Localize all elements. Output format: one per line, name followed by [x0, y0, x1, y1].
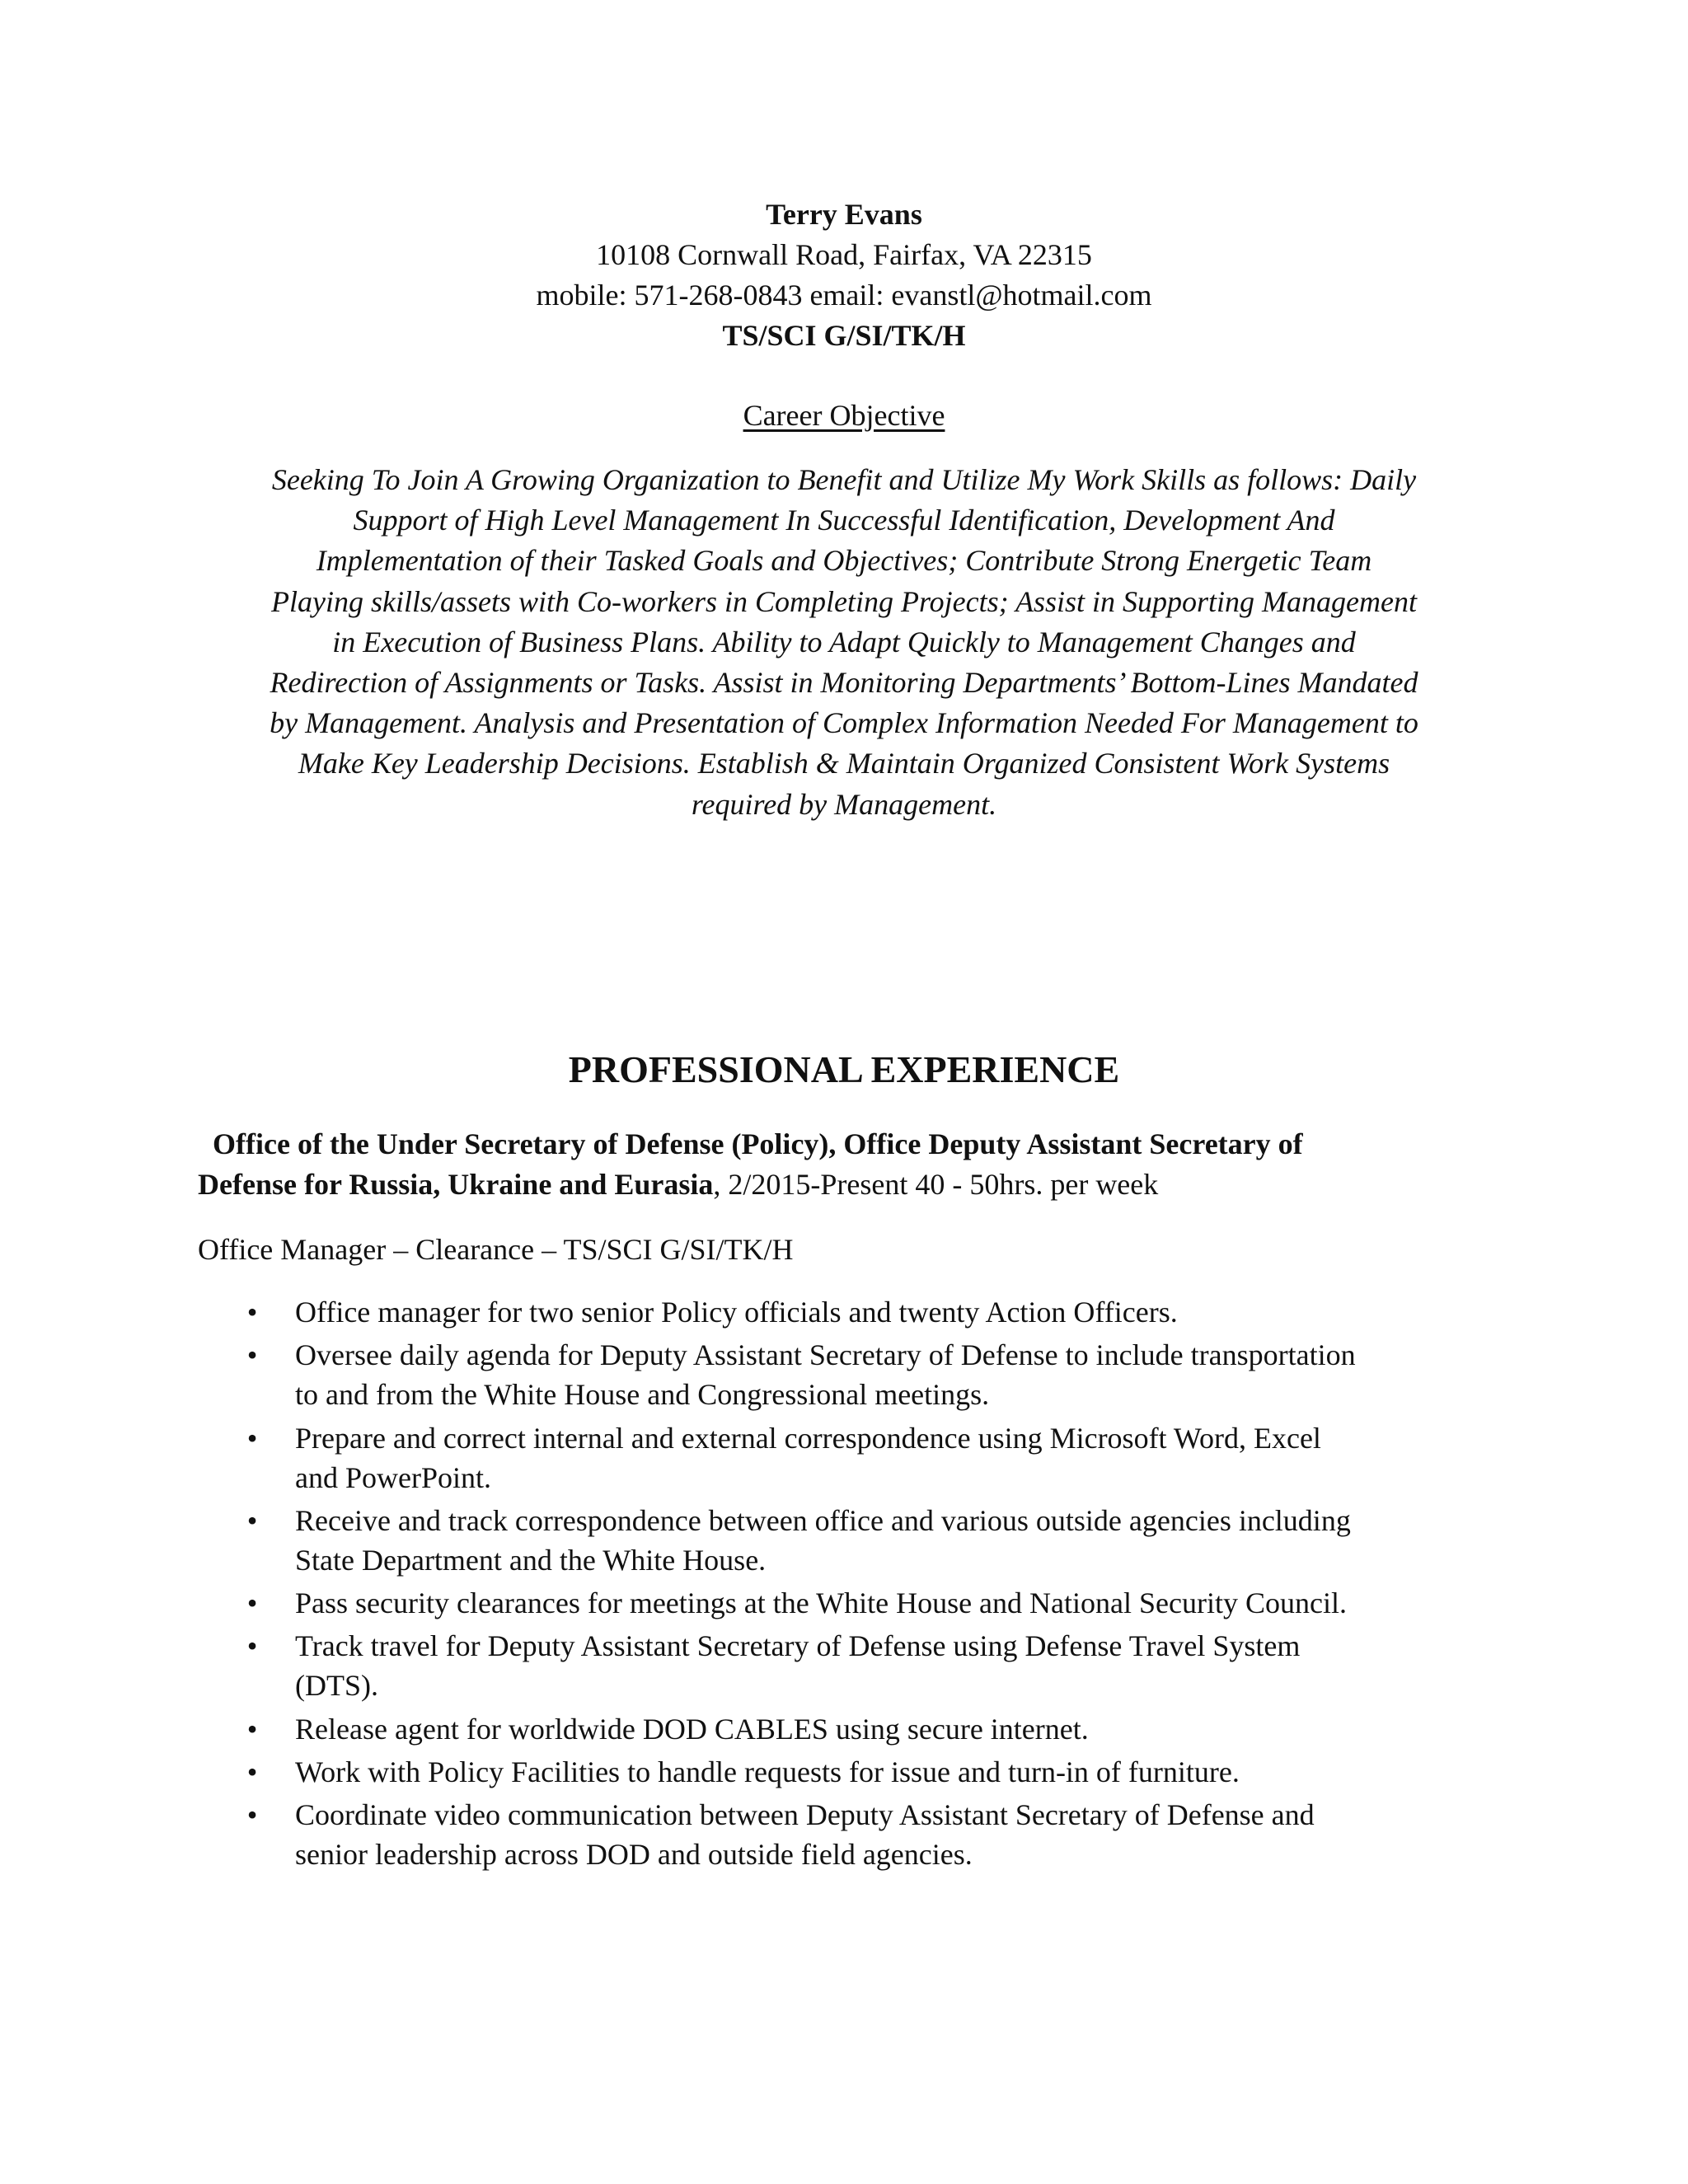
- applicant-name: Terry Evans: [766, 198, 922, 231]
- duty-text: senior leadership across DOD and outside field agencies.: [295, 1838, 973, 1872]
- duty-text: to and from the White House and Congressional meetings.: [295, 1378, 990, 1412]
- bullet-icon: •: [246, 1296, 258, 1329]
- employer-name-continued: Defense for Russia, Ukraine and Eurasia: [198, 1168, 714, 1201]
- bullet-icon: •: [246, 1798, 258, 1832]
- list-item: [198, 1795, 1484, 1874]
- bullet-icon: •: [246, 1629, 258, 1663]
- list-item: [198, 1335, 1484, 1414]
- objective-line: Redirection of Assignments or Tasks. Assist in Monitoring Departments’ Bottom-Lines Mandated: [270, 666, 1418, 700]
- applicant-contact: mobile: 571-268-0843 email: evanstl@hotmail.com: [536, 279, 1152, 312]
- duty-text: Work with Policy Facilities to handle requests for issue and turn-in of furniture.: [295, 1755, 1240, 1789]
- objective-line: required by Management.: [691, 787, 997, 821]
- objective-line: Playing skills/assets with Co-workers in Completing Projects; Assist in Supporting Management: [271, 584, 1417, 618]
- list-item: [198, 1626, 1484, 1705]
- objective-line: by Management. Analysis and Presentation of Complex Information Needed For Management to: [270, 706, 1418, 740]
- duty-text: Prepare and correct internal and external correspondence using Microsoft Word, Excel: [295, 1421, 1321, 1455]
- duties-list: [198, 1292, 1484, 1878]
- career-objective-heading: Career Objective: [743, 399, 945, 432]
- list-item: [198, 1501, 1484, 1580]
- list-item: [198, 1709, 1484, 1749]
- objective-line: in Execution of Business Plans. Ability to Adapt Quickly to Management Changes and: [332, 625, 1356, 658]
- employer-detail-line: [198, 1165, 1500, 1205]
- career-objective-text: [188, 460, 1500, 825]
- objective-line: Make Key Leadership Decisions. Establish & Maintain Organized Consistent Work Systems: [298, 747, 1390, 780]
- duty-text: Release agent for worldwide DOD CABLES using secure internet.: [295, 1712, 1089, 1746]
- list-item: [198, 1583, 1484, 1623]
- duty-text: State Department and the White House.: [295, 1543, 767, 1577]
- duty-text: (DTS).: [295, 1669, 378, 1703]
- objective-line: Support of High Level Management In Successful Identification, Development And: [353, 504, 1335, 537]
- duty-text: and PowerPoint.: [295, 1460, 491, 1494]
- bullet-icon: •: [246, 1338, 258, 1372]
- security-clearance: TS/SCI G/SI/TK/H: [722, 319, 966, 352]
- duty-text: Oversee daily agenda for Deputy Assistant Secretary of Defense to include transportation: [295, 1338, 1356, 1372]
- list-item: [198, 1752, 1484, 1792]
- duty-text: Coordinate video communication between Deputy Assistant Secretary of Defense and: [295, 1798, 1315, 1832]
- employer-block: [198, 1124, 1500, 1205]
- bullet-icon: •: [246, 1421, 258, 1455]
- duty-text: Office manager for two senior Policy officials and twenty Action Officers.: [295, 1296, 1178, 1329]
- objective-line: Seeking To Join A Growing Organization to Benefit and Utilize My Work Skills as follows: Daily: [271, 463, 1417, 496]
- duty-text: Track travel for Deputy Assistant Secretary of Defense using Defense Travel System: [295, 1629, 1301, 1663]
- duty-text: Receive and track correspondence between office and various outside agencies including: [295, 1503, 1351, 1537]
- bullet-icon: •: [246, 1586, 258, 1620]
- job-title: Office Manager – Clearance – TS/SCI G/SI/TK/H: [198, 1233, 794, 1266]
- list-item: [198, 1418, 1484, 1497]
- duty-text: Pass security clearances for meetings at the White House and National Security Council.: [295, 1586, 1347, 1620]
- bullet-icon: •: [246, 1503, 258, 1537]
- applicant-address: 10108 Cornwall Road, Fairfax, VA 22315: [596, 238, 1092, 271]
- bullet-icon: •: [246, 1712, 258, 1746]
- bullet-icon: •: [246, 1755, 258, 1789]
- professional-experience-heading: PROFESSIONAL EXPERIENCE: [568, 1048, 1120, 1090]
- employment-dates-hours: , 2/2015-Present 40 - 50hrs. per week: [713, 1168, 1159, 1201]
- objective-line: Implementation of their Tasked Goals and Objectives; Contribute Strong Energetic Team: [316, 544, 1372, 578]
- list-item: [198, 1292, 1484, 1332]
- employer-name-line: Office of the Under Secretary of Defense (Policy), Office Deputy Assistant Secretary of: [213, 1127, 1303, 1160]
